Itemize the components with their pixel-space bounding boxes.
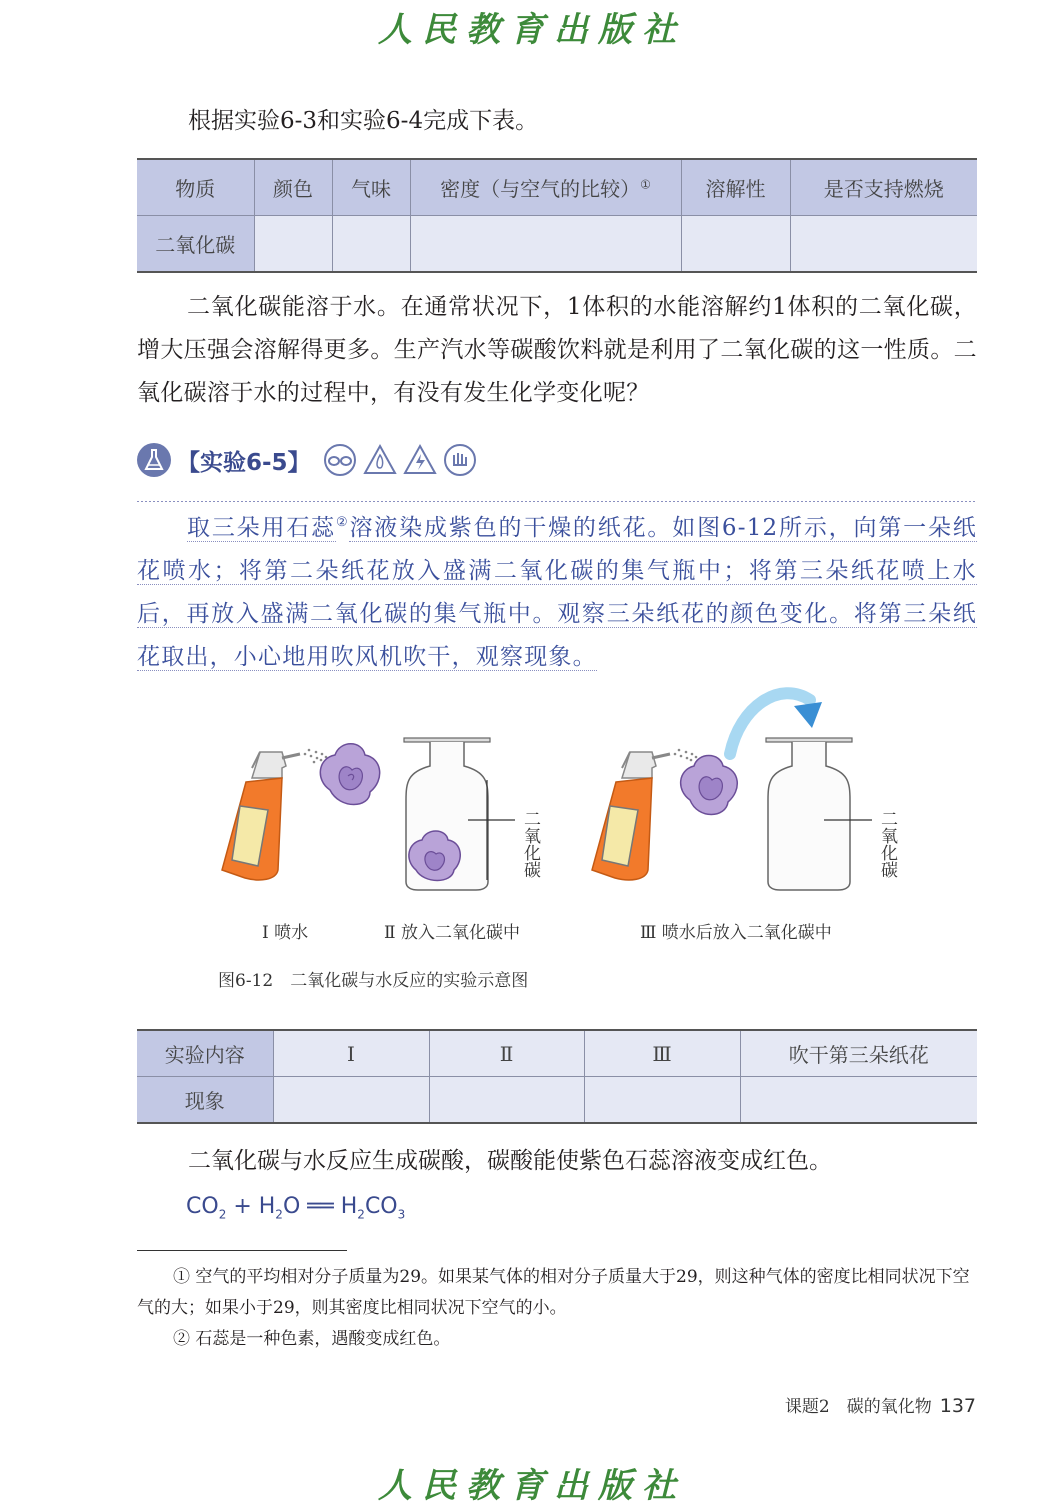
flask-icon	[137, 443, 171, 477]
gas-bottle-3	[766, 738, 872, 890]
table-header-cell: Ⅰ	[273, 1030, 429, 1077]
eq-o: O	[282, 1194, 301, 1219]
footer-section: 课题2 碳的氧化物	[784, 1397, 932, 1417]
co2-label-1: 二氧化碳	[520, 810, 540, 878]
table-row	[137, 1077, 977, 1124]
blank-cell[interactable]	[740, 1077, 977, 1124]
subfigure-label-2: Ⅱ 放入二氧化碳中	[384, 923, 520, 943]
footnote-marker-1: ①	[640, 177, 651, 192]
purple-paper-flower-1	[320, 744, 379, 805]
table-row	[137, 216, 977, 273]
eq-co3: CO	[364, 1194, 398, 1219]
table-header-cell-density	[410, 159, 681, 216]
table-header-cell: 气味	[332, 159, 410, 216]
page-number: 137	[939, 1395, 976, 1417]
blank-cell[interactable]	[254, 216, 332, 273]
figure-caption: 图6-12 二氧化碳与水反应的实验示意图	[218, 971, 529, 991]
observation-table-header	[137, 1030, 977, 1077]
publisher-watermark-bottom: 人民教育出版社	[378, 1466, 686, 1506]
experiment-header	[137, 440, 483, 480]
row-label-co2: 二氧化碳	[137, 216, 254, 273]
wash-hands-icon	[443, 443, 477, 477]
co2-label-2: 二氧化碳	[877, 810, 897, 878]
eq-co: CO	[186, 1194, 219, 1219]
row-label-phenomenon: 现象	[137, 1077, 273, 1124]
table-header-cell: 溶解性	[681, 159, 790, 216]
chemical-equation	[186, 1194, 405, 1221]
experiment-text-a: 取三朵用石蕊	[187, 514, 336, 541]
density-header-label: 密度（与空气的比较）	[440, 177, 641, 201]
table-header-cell: Ⅲ	[584, 1030, 740, 1077]
experiment-procedure	[137, 501, 977, 679]
eq-sign: ══	[300, 1194, 341, 1219]
observation-table	[137, 1029, 977, 1124]
experiment-text-b: 溶液染成紫色的干燥的纸花。如图6-12所示，向第一朵纸花喷水；将第二朵纸花放入盛满二氧化碳的集气瓶中；将第三朵纸花喷上水后，再放入盛满二氧化碳的集气瓶中。观察三朵纸花的颜色变化。将第三朵纸花取出，小心地用吹风机吹干，观察现象。	[137, 514, 977, 670]
subfigure-label-3: Ⅲ 喷水后放入二氧化碳中	[640, 923, 832, 943]
experiment-figure	[190, 670, 910, 910]
table-header-cell: Ⅱ	[429, 1030, 584, 1077]
eq-h: H	[340, 1194, 358, 1219]
blank-cell[interactable]	[273, 1077, 429, 1124]
fire-warning-icon	[363, 443, 397, 477]
footnote-1: ① 空气的平均相对分子质量为29。如果某气体的相对分子质量大于29，则这种气体的密度比相同状况下空气的大；如果小于29，则其密度比相同状况下空气的小。	[137, 1267, 970, 1318]
page-footer	[785, 1392, 976, 1417]
electrical-warning-icon	[403, 443, 437, 477]
table-header-cell: 是否支持燃烧	[790, 159, 977, 216]
co2-solubility-paragraph: 二氧化碳能溶于水。在通常状况下，1体积的水能溶解约1体积的二氧化碳，增大压强会溶解得更多。生产汽水等碳酸饮料就是利用了二氧化碳的这一性质。二氧化碳溶于水的过程中，有没有发生化学变化呢？	[137, 294, 977, 406]
eq-sub: 2	[275, 1207, 283, 1222]
eq-sub: 2	[357, 1207, 365, 1222]
experiment-title: 【实验6-5】	[177, 449, 311, 476]
subfigure-label-1: Ⅰ 喷水	[262, 923, 309, 943]
table-header-cell: 颜色	[254, 159, 332, 216]
blank-cell[interactable]	[790, 216, 977, 273]
eq-sub: 2	[218, 1207, 227, 1222]
blank-cell[interactable]	[584, 1077, 740, 1124]
footnote-divider	[137, 1250, 347, 1251]
spray-bottle-1	[222, 752, 300, 880]
footnote-marker-2: ②	[335, 515, 350, 530]
spray-bottle-3	[592, 752, 670, 880]
blank-cell[interactable]	[410, 216, 681, 273]
blank-cell[interactable]	[429, 1077, 584, 1124]
eq-sub: 3	[397, 1207, 406, 1222]
footnote-2: ② 石蕊是一种色素，遇酸变成红色。	[173, 1329, 451, 1349]
conclusion-text: 二氧化碳与水反应生成碳酸，碳酸能使紫色石蕊溶液变成红色。	[188, 1148, 832, 1174]
water-spray-3	[674, 749, 698, 762]
table-header-cell: 物质	[137, 159, 254, 216]
table-header-cell: 实验内容	[137, 1030, 273, 1077]
blank-cell[interactable]	[332, 216, 410, 273]
properties-table	[137, 158, 977, 273]
blank-cell[interactable]	[681, 216, 790, 273]
eq-plus-h: + H	[226, 1194, 276, 1219]
table-header-cell: 吹干第三朵纸花	[740, 1030, 977, 1077]
intro-text: 根据实验6-3和实验6-4完成下表。	[188, 108, 539, 134]
properties-table-header	[137, 159, 977, 216]
purple-paper-flower-3	[681, 756, 738, 815]
publisher-watermark-top: 人民教育出版社	[378, 10, 686, 50]
eye-protection-icon	[323, 443, 357, 477]
